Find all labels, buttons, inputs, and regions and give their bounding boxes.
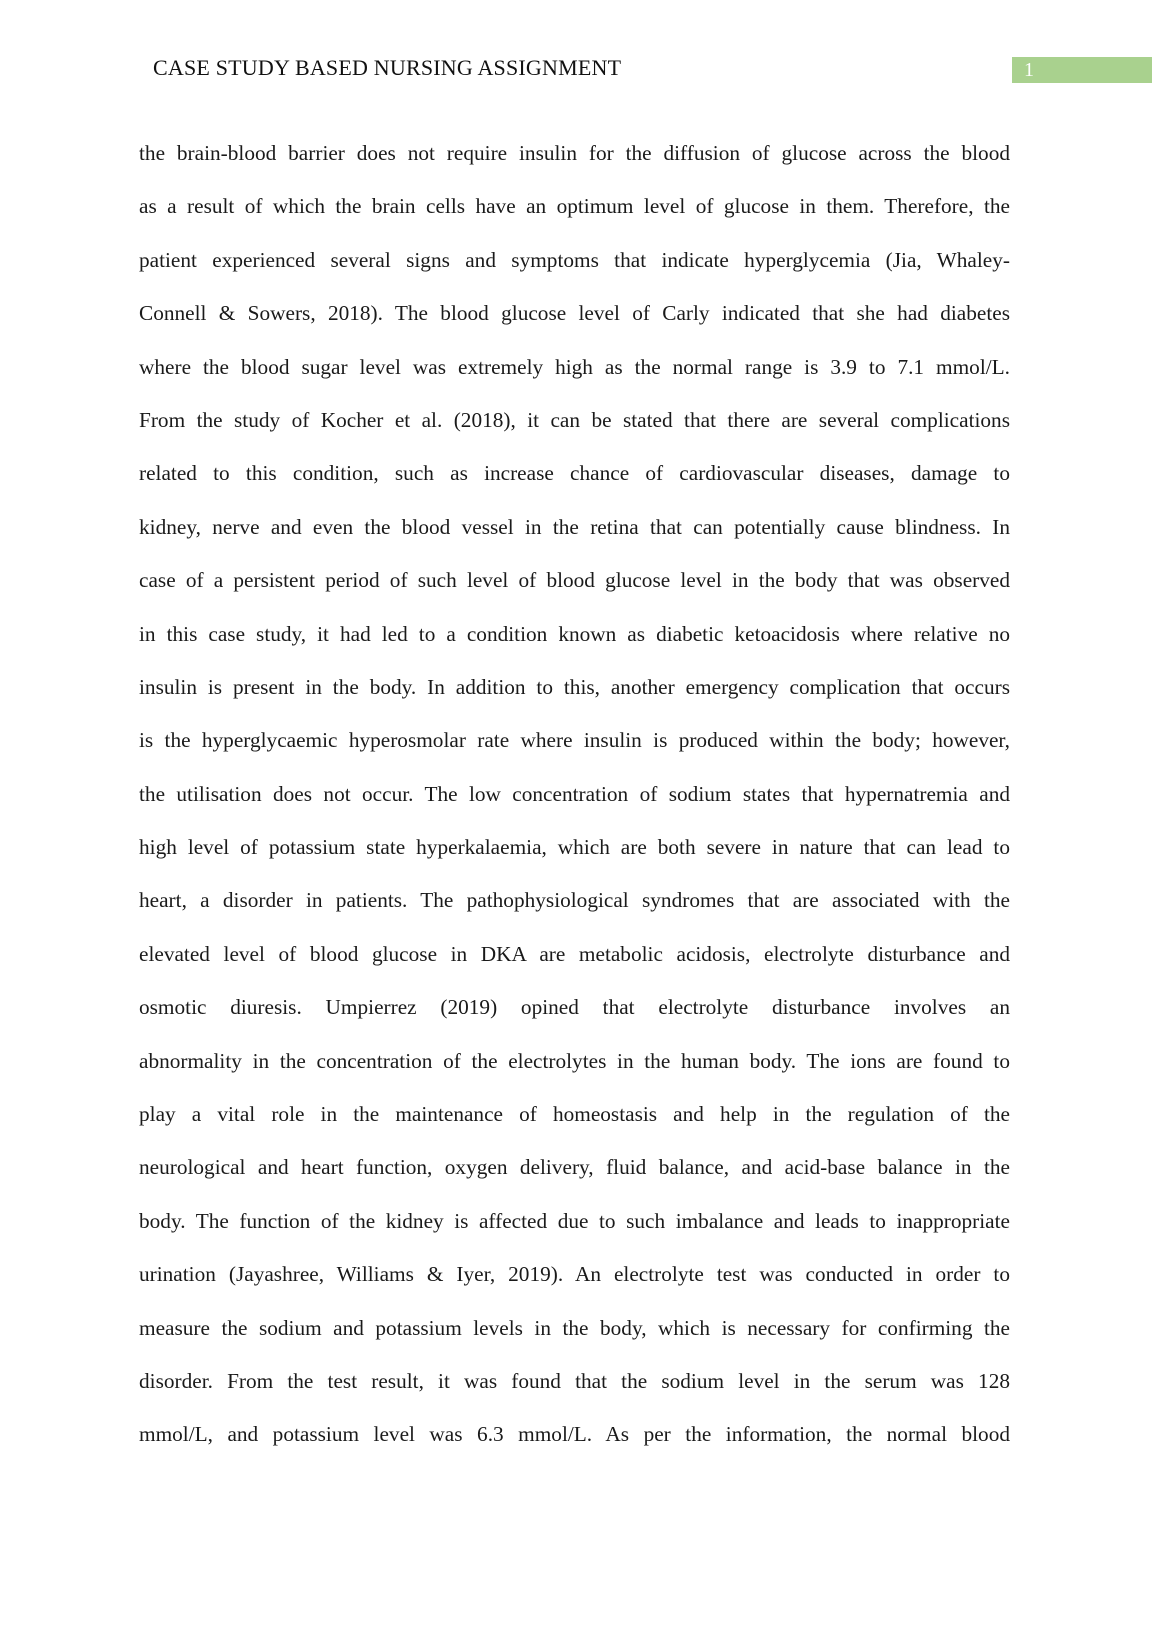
paragraph-line: patient experienced several signs and symptoms that indicate hyperglycemia (Jia, Whaley- bbox=[139, 247, 1010, 272]
paragraph-line: neurological and heart function, oxygen delivery, fluid balance, and acid-base balance in the bbox=[139, 1155, 1010, 1180]
paragraph-line: the brain-blood barrier does not require insulin for the diffusion of glucose across the blood bbox=[139, 141, 1010, 165]
paragraph-line: the utilisation does not occur. The low concentration of sodium states that hypernatremia and bbox=[139, 781, 1010, 806]
paragraph-line: as a result of which the brain cells have an optimum level of glucose in them. Therefore, the bbox=[139, 194, 1010, 219]
paragraph-line: case of a persistent period of such level of blood glucose level in the body that was observed bbox=[139, 568, 1010, 593]
paragraph-line: heart, a disorder in patients. The pathophysiological syndromes that are associated with the bbox=[139, 888, 1010, 913]
paragraph-line: urination (Jayashree, Williams & Iyer, 2019). An electrolyte test was conducted in order to bbox=[139, 1262, 1010, 1287]
paragraph-line: mmol/L, and potassium level was 6.3 mmol/L. As per the information, the normal blood bbox=[139, 1422, 1010, 1447]
paragraph-line: measure the sodium and potassium levels in the body, which is necessary for confirming the bbox=[139, 1315, 1010, 1340]
page-number-bar bbox=[1012, 57, 1152, 83]
paragraph-line: high level of potassium state hyperkalaemia, which are both severe in nature that can lead to bbox=[139, 835, 1010, 860]
paragraph-line: related to this condition, such as increase chance of cardiovascular diseases, damage to bbox=[139, 461, 1010, 486]
paragraph-line: play a vital role in the maintenance of homeostasis and help in the regulation of the bbox=[139, 1102, 1010, 1127]
paragraph-line: From the study of Kocher et al. (2018), it can be stated that there are several complications bbox=[139, 407, 1010, 432]
body-paragraph bbox=[139, 127, 1010, 1462]
paragraph-line: insulin is present in the body. In addition to this, another emergency complication that occurs bbox=[139, 674, 1010, 699]
running-head-title: CASE STUDY BASED NURSING ASSIGNMENT bbox=[153, 55, 622, 80]
paragraph-line: is the hyperglycaemic hyperosmolar rate where insulin is produced within the body; however, bbox=[139, 728, 1010, 753]
paragraph-line: disorder. From the test result, it was found that the sodium level in the serum was 128 bbox=[139, 1368, 1010, 1393]
paragraph-line: body. The function of the kidney is affected due to such imbalance and leads to inappropriate bbox=[139, 1208, 1010, 1233]
paragraph-line: Connell & Sowers, 2018). The blood glucose level of Carly indicated that she had diabetes bbox=[139, 301, 1010, 326]
paragraph-line: osmotic diuresis. Umpierrez (2019) opined that electrolyte disturbance involves an bbox=[139, 995, 1010, 1020]
page-number: 1 bbox=[1024, 59, 1034, 81]
paragraph-line: where the blood sugar level was extremely high as the normal range is 3.9 to 7.1 mmol/L. bbox=[139, 354, 1010, 379]
paragraph-line: elevated level of blood glucose in DKA are metabolic acidosis, electrolyte disturbance and bbox=[139, 941, 1010, 966]
paragraph-line: abnormality in the concentration of the electrolytes in the human body. The ions are found to bbox=[139, 1048, 1010, 1073]
paragraph-line: in this case study, it had led to a condition known as diabetic ketoacidosis where relative no bbox=[139, 621, 1010, 646]
paragraph-line: kidney, nerve and even the blood vessel in the retina that can potentially cause blindness. In bbox=[139, 514, 1010, 539]
